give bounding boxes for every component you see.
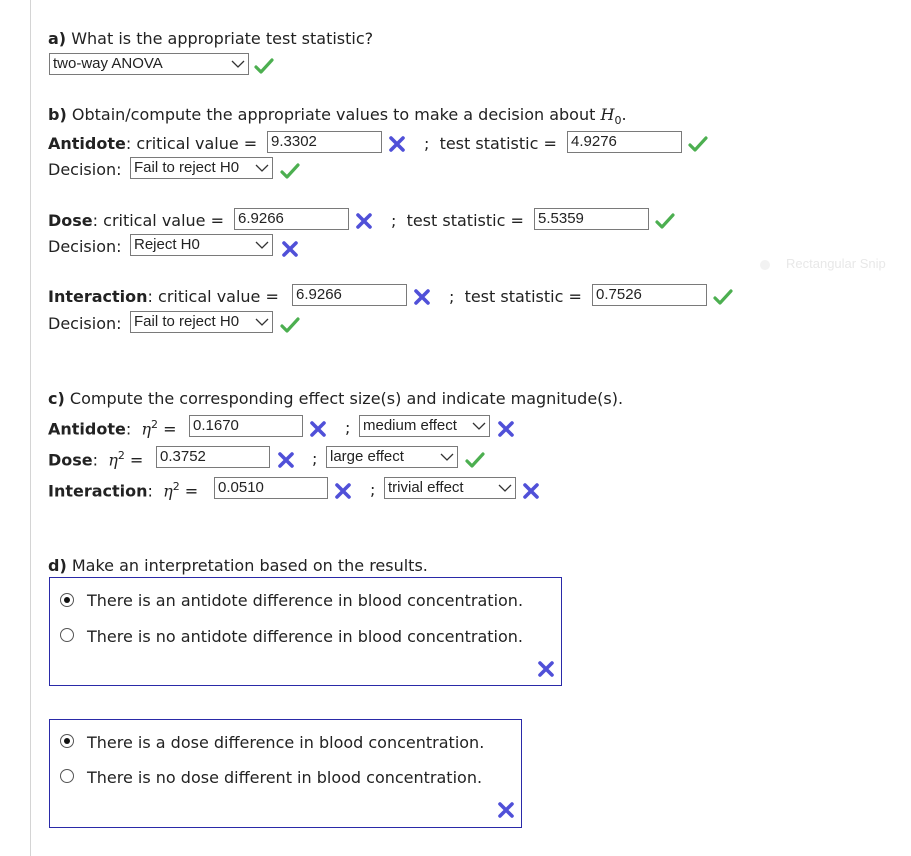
incorrect-x-icon [413,288,431,306]
dose-decision-label: Decision: [48,237,122,256]
dose-eta-label: Dose: $\eta^2$ = [48,449,144,470]
dose-ts-label: ; test statistic = [391,211,524,230]
chevron-down-icon [440,451,454,463]
sep: ; [345,418,351,437]
correct-check-icon [280,163,300,179]
antidote-eta-input[interactable]: 0.1670 [189,415,303,437]
incorrect-x-icon [497,801,515,819]
correct-check-icon [688,136,708,152]
incorrect-x-icon [281,240,299,258]
sep: ; [312,449,318,468]
dose-difference-option[interactable]: There is a dose difference in blood concentration. [87,733,485,752]
dose-difference-radio[interactable] [60,734,74,748]
test-statistic-select[interactable]: two-way ANOVA [49,53,249,75]
snip-dot-icon [760,260,770,270]
dose-cv-label: Dose: critical value = [48,211,225,230]
correct-check-icon [655,213,675,229]
question-a: a) What is the appropriate test statistic? [48,29,374,48]
incorrect-x-icon [537,660,555,678]
incorrect-x-icon [388,135,406,153]
interaction-magnitude-select[interactable]: trivial effect [384,477,516,499]
dose-no-difference-option[interactable]: There is no dose different in blood concentration. [87,768,483,787]
interaction-ts-label: ; test statistic = [449,287,582,306]
incorrect-x-icon [309,420,327,438]
dose-no-difference-radio[interactable] [60,769,74,783]
question-b: b) Obtain/compute the appropriate values to make a decision about $H_0$. [48,105,627,128]
antidote-difference-radio[interactable] [60,593,74,607]
incorrect-x-icon [497,420,515,438]
antidote-magnitude-select[interactable]: medium effect [359,415,490,437]
interaction-eta-input[interactable]: 0.0510 [214,477,328,499]
chevron-down-icon [255,162,269,174]
interaction-decision-select[interactable]: Fail to reject H0 [130,311,273,333]
chevron-down-icon [255,239,269,251]
question-c: c) Compute the corresponding effect size(s) and indicate magnitude(s). [48,389,624,408]
dose-eta-input[interactable]: 0.3752 [156,446,270,468]
incorrect-x-icon [522,482,540,500]
antidote-test-statistic-input[interactable]: 4.9276 [567,131,682,153]
correct-check-icon [280,317,300,333]
correct-check-icon [713,289,733,305]
antidote-critical-value-input[interactable]: 9.3302 [267,131,382,153]
antidote-eta-label: Antidote: $\eta^2$ = [48,418,177,439]
correct-check-icon [254,58,274,74]
interaction-decision-label: Decision: [48,314,122,333]
antidote-decision-label: Decision: [48,160,122,179]
left-margin-rule [30,0,31,856]
antidote-difference-option[interactable]: There is an antidote difference in blood concentration. [87,591,524,610]
interaction-test-statistic-input[interactable]: 0.7526 [592,284,707,306]
dose-test-statistic-input[interactable]: 5.5359 [534,208,649,230]
question-d: d) Make an interpretation based on the results. [48,556,428,575]
incorrect-x-icon [277,451,295,469]
interaction-cv-label: Interaction: critical value = [48,287,279,306]
antidote-cv-label: Antidote: critical value = [48,134,258,153]
dose-magnitude-select[interactable]: large effect [326,446,458,468]
dose-decision-select[interactable]: Reject H0 [130,234,273,256]
dose-critical-value-input[interactable]: 6.9266 [234,208,349,230]
antidote-ts-label: ; test statistic = [424,134,557,153]
interaction-critical-value-input[interactable]: 6.9266 [292,284,407,306]
incorrect-x-icon [334,482,352,500]
antidote-decision-select[interactable]: Fail to reject H0 [130,157,273,179]
interaction-eta-label: Interaction: $\eta^2$ = [48,480,199,501]
chevron-down-icon [472,420,486,432]
incorrect-x-icon [355,212,373,230]
chevron-down-icon [255,316,269,328]
chevron-down-icon [231,58,245,70]
chevron-down-icon [498,482,512,494]
rectangular-snip-label: Rectangular Snip [786,256,886,271]
antidote-no-difference-option[interactable]: There is no antidote difference in blood concentration. [87,627,524,646]
sep: ; [370,480,376,499]
antidote-no-difference-radio[interactable] [60,628,74,642]
correct-check-icon [465,452,485,468]
